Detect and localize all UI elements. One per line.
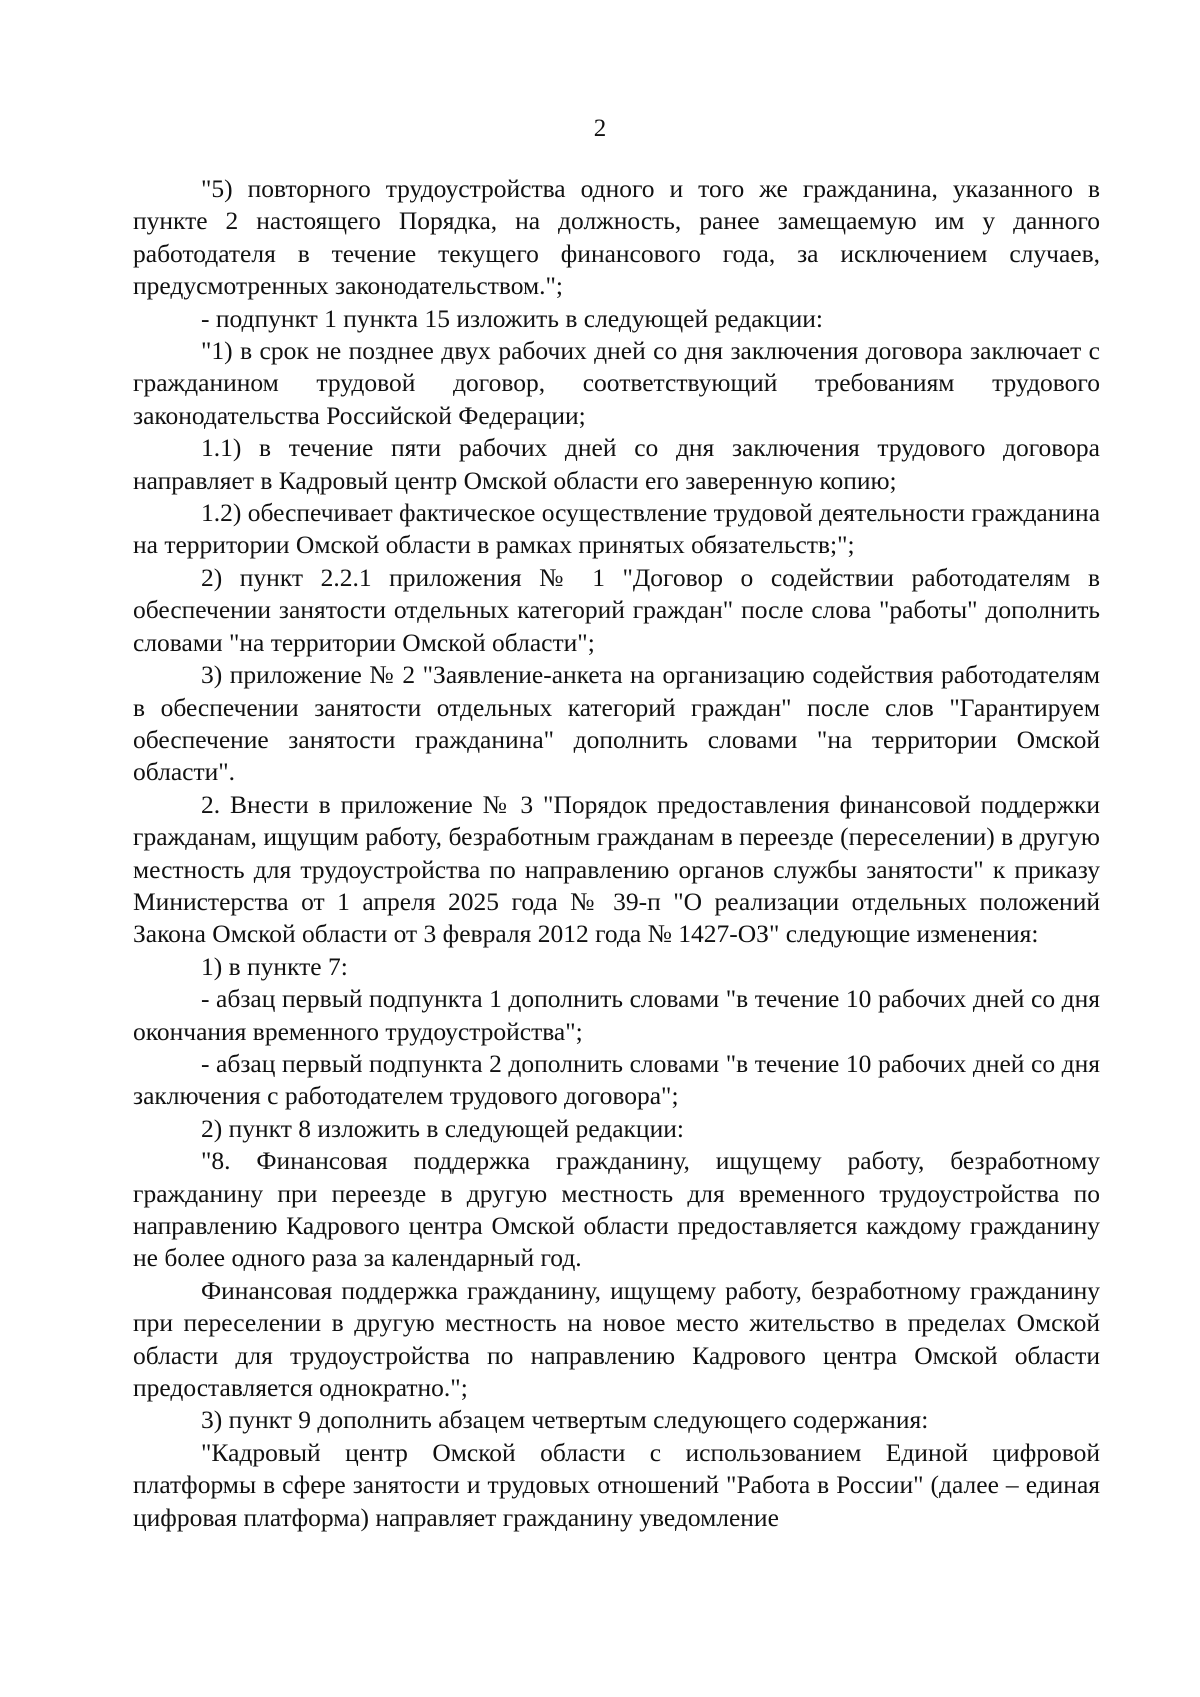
paragraph-item-1-contract: "1) в срок не позднее двух рабочих дней со дня заключения договора заключает с гражданином трудовой договор, соответствующий требованиям трудового законодательства Российской Федерации; bbox=[133, 336, 1100, 430]
paragraph-point-7-subitem-1: - абзац первый подпункта 1 дополнить словами "в течение 10 рабочих дней со дня окончания временного трудоустройства"; bbox=[133, 984, 1100, 1046]
paragraph-point-8: 2) пункт 8 изложить в следующей редакции: bbox=[201, 1113, 684, 1143]
paragraph-point-8-text-2: Финансовая поддержка гражданину, ищущему работу, безработному гражданину при переселении в другую местность на новое место жительство в пределах Омской области для трудоустройства по направлению Кадрового центра Омской области предоставляется однократно."; bbox=[133, 1275, 1100, 1403]
paragraph-item-1-1-copy: 1.1) в течение пяти рабочих дней со дня заключения трудового договора направляет в Кадровый центр Омской области его заверенную копию; bbox=[133, 433, 1100, 495]
page-number: 2 bbox=[593, 115, 607, 142]
paragraph-point-9: 3) пункт 9 дополнить абзацем четвертым следующего содержания: bbox=[201, 1405, 929, 1435]
paragraph-item-5-repeat-employment: "5) повторного трудоустройства одного и того же гражданина, указанного в пункте 2 настоящего Порядка, на должность, ранее замещаемую им у данного работодателя в течение текущего финансового года, за исключением случаев, предусмотренных законодательством."; bbox=[133, 174, 1100, 301]
paragraph-appendix-1-amendment: 2) пункт 2.2.1 приложения № 1 "Договор о содействии работодателям в обеспечении занятости отдельных категорий граждан" после слова "работы" дополнить словами "на территории Омской области"; bbox=[133, 562, 1100, 657]
paragraph-point-8-text-1: "8. Финансовая поддержка гражданину, ищущему работу, безработному гражданину при переезде в другую местность для временного трудоустройства по направлению Кадрового центра Омской области предоставляется каждому гражданину не более одного раза за календарный год. bbox=[133, 1146, 1100, 1273]
paragraph-section-2-appendix-3: 2. Внести в приложение № 3 "Порядок предоставления финансовой поддержки гражданам, ищущим работу, безработным гражданам в переезде (переселении) в другую местность для трудоустройства по направлению органов службы занятости" к приказу Министерства от 1 апреля 2025 года № 39-п "О реализации отдельных положений Закона Омской области от 3 февраля 2012 года № 1427-ОЗ" следующие изменения: bbox=[133, 789, 1100, 949]
paragraph-point-7: 1) в пункте 7: bbox=[201, 951, 348, 981]
document-body bbox=[133, 173, 1100, 1534]
paragraph-appendix-2-amendment: 3) приложение № 2 "Заявление-анкета на организацию содействия работодателям в обеспечении занятости отдельных категорий граждан" после слов "Гарантируем обеспечение занятости гражданина" дополнить словами "на территории Омской области". bbox=[133, 660, 1100, 787]
paragraph-item-1-2-activity: 1.2) обеспечивает фактическое осуществление трудовой деятельности гражданина на территории Омской области в рамках принятых обязательств;"; bbox=[133, 498, 1101, 560]
paragraph-subitem-1-point-15: - подпункт 1 пункта 15 изложить в следующей редакции: bbox=[201, 303, 823, 333]
paragraph-point-7-subitem-2: - абзац первый подпункта 2 дополнить словами "в течение 10 рабочих дней со дня заключения с работодателем трудового договора"; bbox=[133, 1048, 1100, 1111]
paragraph-point-9-text: "Кадровый центр Омской области с использованием Единой цифровой платформы в сфере занятости и трудовых отношений "Работа в России" (далее – единая цифровая платформа) направляет гражданину уведомление bbox=[133, 1437, 1100, 1532]
